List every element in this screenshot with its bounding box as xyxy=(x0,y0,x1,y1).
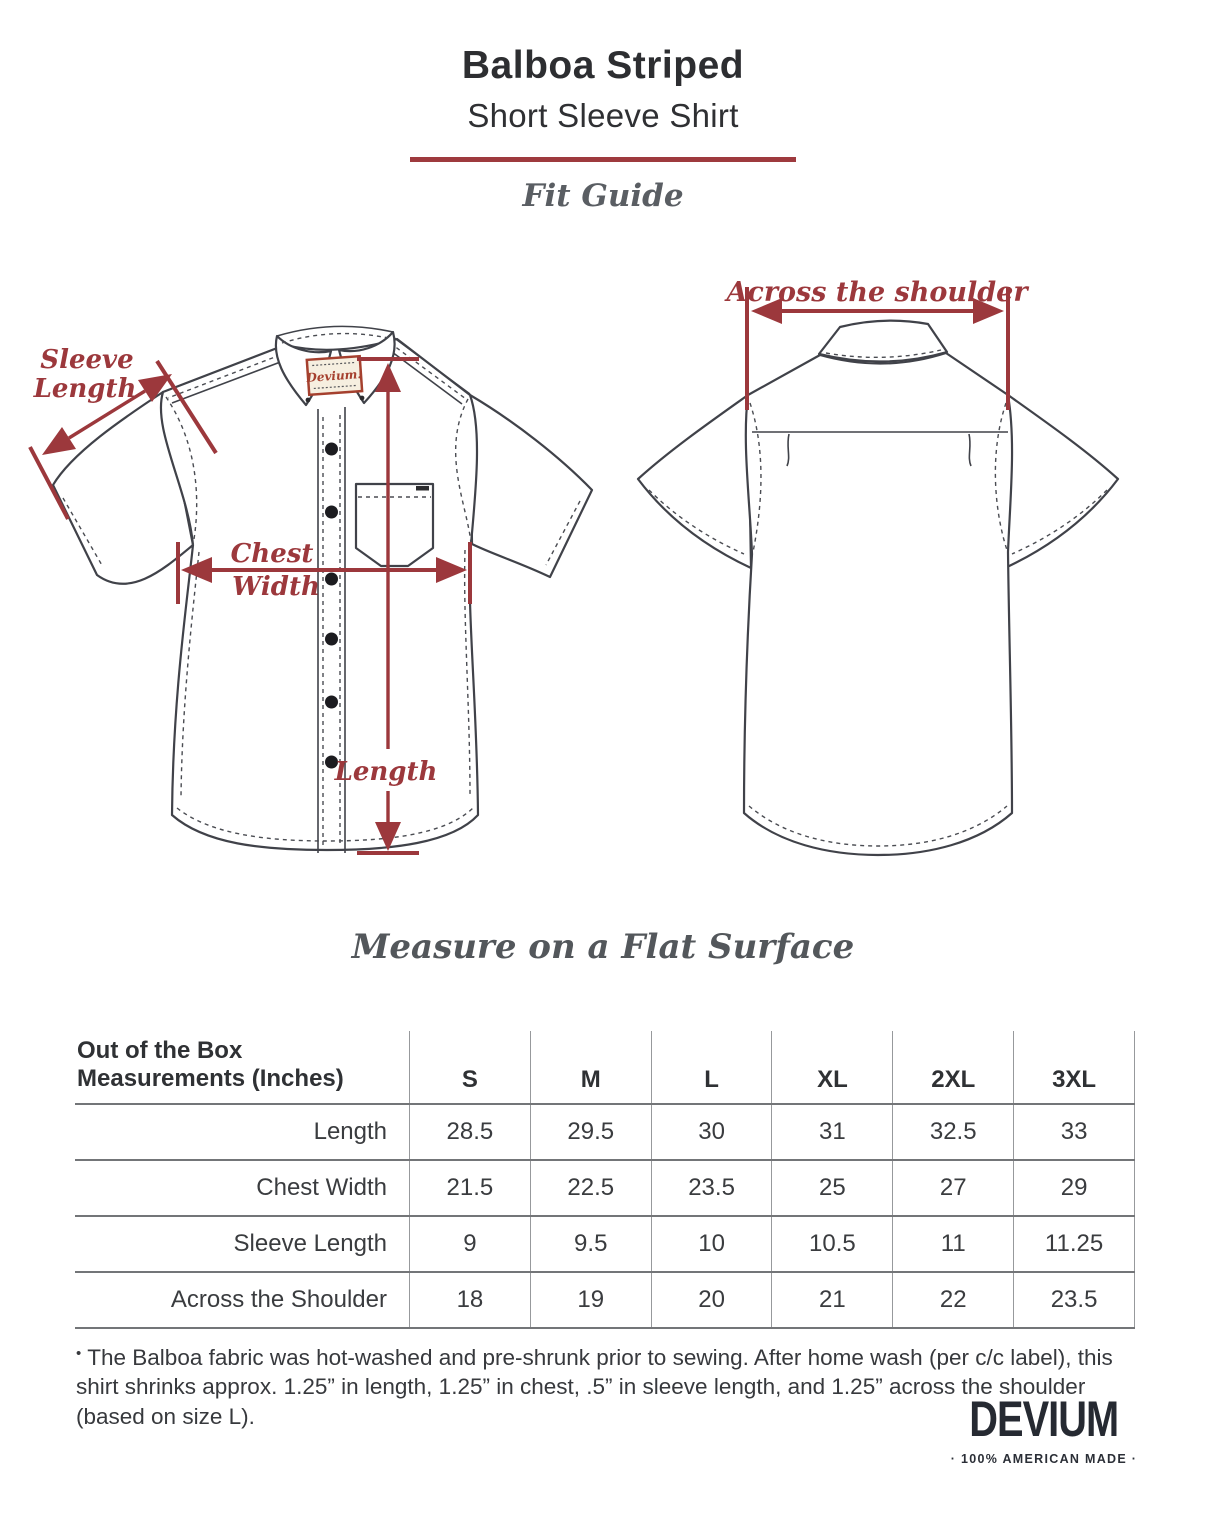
measurement-cell: 10 xyxy=(651,1216,772,1272)
fit-diagram xyxy=(0,257,1206,897)
measurement-cell: 11.25 xyxy=(1014,1216,1135,1272)
measurement-cell: 9 xyxy=(410,1216,531,1272)
size-column-header: L xyxy=(651,1031,772,1104)
brand-wordmark: DEVIUM xyxy=(969,1390,1119,1447)
measurement-cell: 22.5 xyxy=(530,1160,651,1216)
measurement-cell: 19 xyxy=(530,1272,651,1328)
size-table-body xyxy=(75,1104,1135,1328)
title-divider xyxy=(410,157,796,162)
measure-heading: Measure on a Flat Surface xyxy=(351,926,855,967)
size-column-header: 2XL xyxy=(893,1031,1014,1104)
size-table xyxy=(75,1031,1135,1329)
measurement-cell: 29 xyxy=(1014,1160,1135,1216)
measurement-cell: 10.5 xyxy=(772,1216,893,1272)
size-column-header: XL xyxy=(772,1031,893,1104)
measurement-cell: 18 xyxy=(410,1272,531,1328)
measurement-cell: 29.5 xyxy=(530,1104,651,1160)
measurement-cell: 20 xyxy=(651,1272,772,1328)
measurement-cell: 30 xyxy=(651,1104,772,1160)
front-shirt-drawing xyxy=(53,326,592,853)
size-column-header: 3XL xyxy=(1014,1031,1135,1104)
chest-width-label-1: Chest xyxy=(230,538,314,569)
measurement-cell: 23.5 xyxy=(1014,1272,1135,1328)
page-title: Balboa Striped xyxy=(461,44,745,87)
back-shirt-drawing xyxy=(638,320,1118,854)
fit-guide-heading: Fit Guide xyxy=(522,177,684,214)
collar-brand-label xyxy=(304,356,364,395)
table-row xyxy=(75,1216,1135,1272)
measurement-cell: 23.5 xyxy=(651,1160,772,1216)
chest-pocket xyxy=(356,484,433,566)
measurement-cell: 9.5 xyxy=(530,1216,651,1272)
measurement-cell: 25 xyxy=(772,1160,893,1216)
row-label: Sleeve Length xyxy=(75,1216,410,1272)
table-title-line1: Out of the Box xyxy=(77,1037,243,1065)
row-label: Across the Shoulder xyxy=(75,1272,410,1328)
table-row xyxy=(75,1160,1135,1216)
row-label: Length xyxy=(75,1104,410,1160)
table-title-cell xyxy=(75,1031,410,1104)
sleeve-length-label-2: Length xyxy=(33,373,137,404)
table-title-line2: Measurements (Inches) xyxy=(77,1065,344,1093)
footnote-text: The Balboa fabric was hot-washed and pre-shrunk prior to sewing. After home wash (per c/c label), this shirt shrinks approx. 1.25” in length, 1.25” in chest, .5” in sleeve length, and 1.25” across the shoulder (based on size L). xyxy=(76,1344,1113,1430)
size-table-head-row xyxy=(75,1031,1135,1104)
sleeve-length-label-1: Sleeve xyxy=(40,344,134,375)
measurement-cell: 33 xyxy=(1014,1104,1135,1160)
measurement-cell: 21.5 xyxy=(410,1160,531,1216)
measurement-cell: 21 xyxy=(772,1272,893,1328)
row-label: Chest Width xyxy=(75,1160,410,1216)
measurement-cell: 11 xyxy=(893,1216,1014,1272)
brand-logo xyxy=(946,1390,1142,1466)
measurement-cell: 28.5 xyxy=(410,1104,531,1160)
measurement-cell: 31 xyxy=(772,1104,893,1160)
table-row xyxy=(75,1272,1135,1328)
collar-brand-text: Devium! xyxy=(305,366,364,385)
back-collar xyxy=(819,320,947,361)
chest-width-label-2: Width xyxy=(232,571,320,602)
size-column-header: M xyxy=(530,1031,651,1104)
length-label: Length xyxy=(334,756,438,787)
table-row xyxy=(75,1104,1135,1160)
header xyxy=(0,0,1206,214)
footnote-bullet: • xyxy=(76,1344,82,1362)
across-shoulder-label: Across the shoulder xyxy=(726,276,1028,308)
brand-tagline: · 100% AMERICAN MADE · xyxy=(950,1452,1138,1466)
measurement-cell: 27 xyxy=(893,1160,1014,1216)
size-column-header: S xyxy=(410,1031,531,1104)
measurement-cell: 32.5 xyxy=(893,1104,1014,1160)
page-subtitle: Short Sleeve Shirt xyxy=(467,96,739,134)
measurement-cell: 22 xyxy=(893,1272,1014,1328)
